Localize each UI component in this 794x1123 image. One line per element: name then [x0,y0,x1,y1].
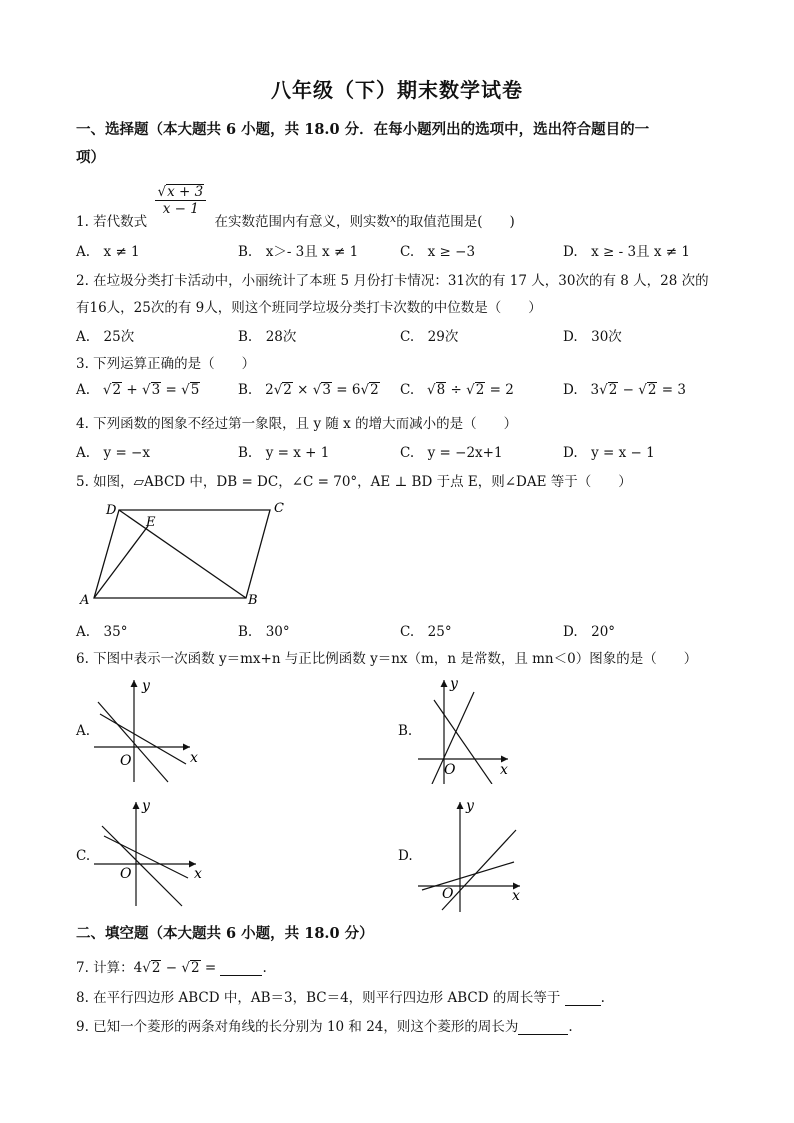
line-1 [434,700,492,784]
q6-option-d-label[interactable]: D. [398,848,413,864]
q1-option-a[interactable]: A. x ≠ 1 [76,244,140,260]
q4-option-a[interactable]: A. y = −x [76,445,150,461]
section2-heading: 二、填空题（本大题共 6 小题，共 18.0 分） [76,925,374,942]
svg-text:O: O [120,753,132,769]
line-2 [100,714,186,764]
q3-option-a[interactable]: A. √2 + √3 = √5 [76,382,200,398]
label-d: D [106,503,117,518]
question-5-stem: 5. 如图，▱ABCD 中，DB = DC，∠C = 70°，AE ⊥ BD 于点 E，则∠DAE 等于（ ） [76,474,632,490]
q1-option-b[interactable]: B. x＞- 3且 x ≠ 1 [238,244,359,260]
label-e: E [146,515,156,530]
q6-graph-c[interactable] [90,796,210,908]
q6-graph-b[interactable] [412,672,522,784]
section1-heading-line1: 一、选择题（本大题共 6 小题，共 18.0 分．在每小题列出的选项中，选出符合题目的一 [76,121,650,138]
line-2 [104,836,188,878]
svg-text:y: y [142,678,150,694]
q4-option-d[interactable]: D. y = x − 1 [563,445,655,461]
question-2-line1: 2. 在垃圾分类打卡活动中，小丽统计了本班 5 月份打卡情况：31次的有 17 人，30次的有 8 人，28 次的 [76,273,709,289]
q1-fraction: $\frac{√x + 3}{x - 1}$ [155,184,206,217]
svg-text:O: O [442,886,454,902]
q5-option-b[interactable]: B. 30° [238,624,290,640]
q9-answer-blank[interactable] [518,1020,568,1035]
question-1: 1. 若代数式 $\frac{√x + 3}{x - 1}$ 在实数范围内有意义，则实数$_x$的取值范围是( ) [76,184,515,230]
svg-text:O: O [120,866,132,882]
label-c: C [274,501,284,516]
svg-text:x: x [194,866,202,882]
svg-text:x: x [512,888,520,904]
q5-option-d[interactable]: D. 20° [563,624,616,640]
question-9: 9. 已知一个菱形的两条对角线的长分别为 10 和 24，则这个菱形的周长为 . [76,1019,573,1035]
q6-option-c-label[interactable]: C. [76,848,91,864]
question-4-stem: 4. 下列函数的图象不经过第一象限，且 y 随 x 的增大而减小的是（ ） [76,416,518,432]
question-3-stem: 3. 下列运算正确的是（ ） [76,356,256,372]
q8-answer-blank[interactable] [565,991,601,1006]
q4-option-c[interactable]: C. y = −2x+1 [400,445,503,461]
q1-option-c[interactable]: C. x ≥ −3 [400,244,476,260]
question-2-line2: 有16人，25次的有 9人，则这个班同学垃圾分类打卡次数的中位数是（ ） [76,300,542,316]
svg-text:y: y [466,798,474,814]
segment-ae [94,526,148,598]
section1-heading-line2: 项） [76,149,105,166]
q5-option-a[interactable]: A. 35° [76,624,128,640]
q3-option-d[interactable]: D. 3√2 − √2 = 3 [563,382,686,398]
q3-option-b[interactable]: B. 2√2 × √3 = 6√2 [238,382,379,398]
svg-text:y: y [450,676,458,692]
q2-option-d[interactable]: D. 30次 [563,329,622,345]
q6-option-b-label[interactable]: B. [398,723,413,739]
line-1 [102,826,182,906]
q2-option-b[interactable]: B. 28次 [238,329,297,345]
q6-graph-d[interactable] [412,796,530,912]
q7-answer-blank[interactable] [220,961,262,976]
q1-option-d[interactable]: D. x ≥ - 3且 x ≠ 1 [563,244,690,260]
label-b: B [248,593,258,608]
question-8: 8. 在平行四边形 ABCD 中，AB＝3，BC＝4，则平行四边形 ABCD 的周长等于 . [76,990,605,1006]
svg-text:x: x [190,750,198,766]
q5-option-c[interactable]: C. 25° [400,624,452,640]
label-a: A [80,593,90,608]
q4-option-b[interactable]: B. y = x + 1 [238,445,330,461]
svg-text:O: O [444,762,456,778]
q6-option-a-label[interactable]: A. [76,723,91,739]
line-1 [98,702,168,782]
svg-text:y: y [142,798,150,814]
exam-title: 八年级（下）期末数学试卷 [271,78,523,102]
q5-parallelogram-figure [76,496,296,612]
svg-text:x: x [500,762,508,778]
question-7: 7. 计算：4√2 − √2 = . [76,960,267,976]
q6-graph-a[interactable] [90,672,210,784]
question-6-stem: 6. 下图中表示一次函数 y＝mx+n 与正比例函数 y＝nx（m，n 是常数，且 mn＜0）图象的是（ ） [76,651,698,667]
q2-option-a[interactable]: A. 25次 [76,329,135,345]
diagonal-db [119,510,246,598]
q2-option-c[interactable]: C. 29次 [400,329,459,345]
q3-option-c[interactable]: C. √8 ÷ √2 = 2 [400,382,514,398]
